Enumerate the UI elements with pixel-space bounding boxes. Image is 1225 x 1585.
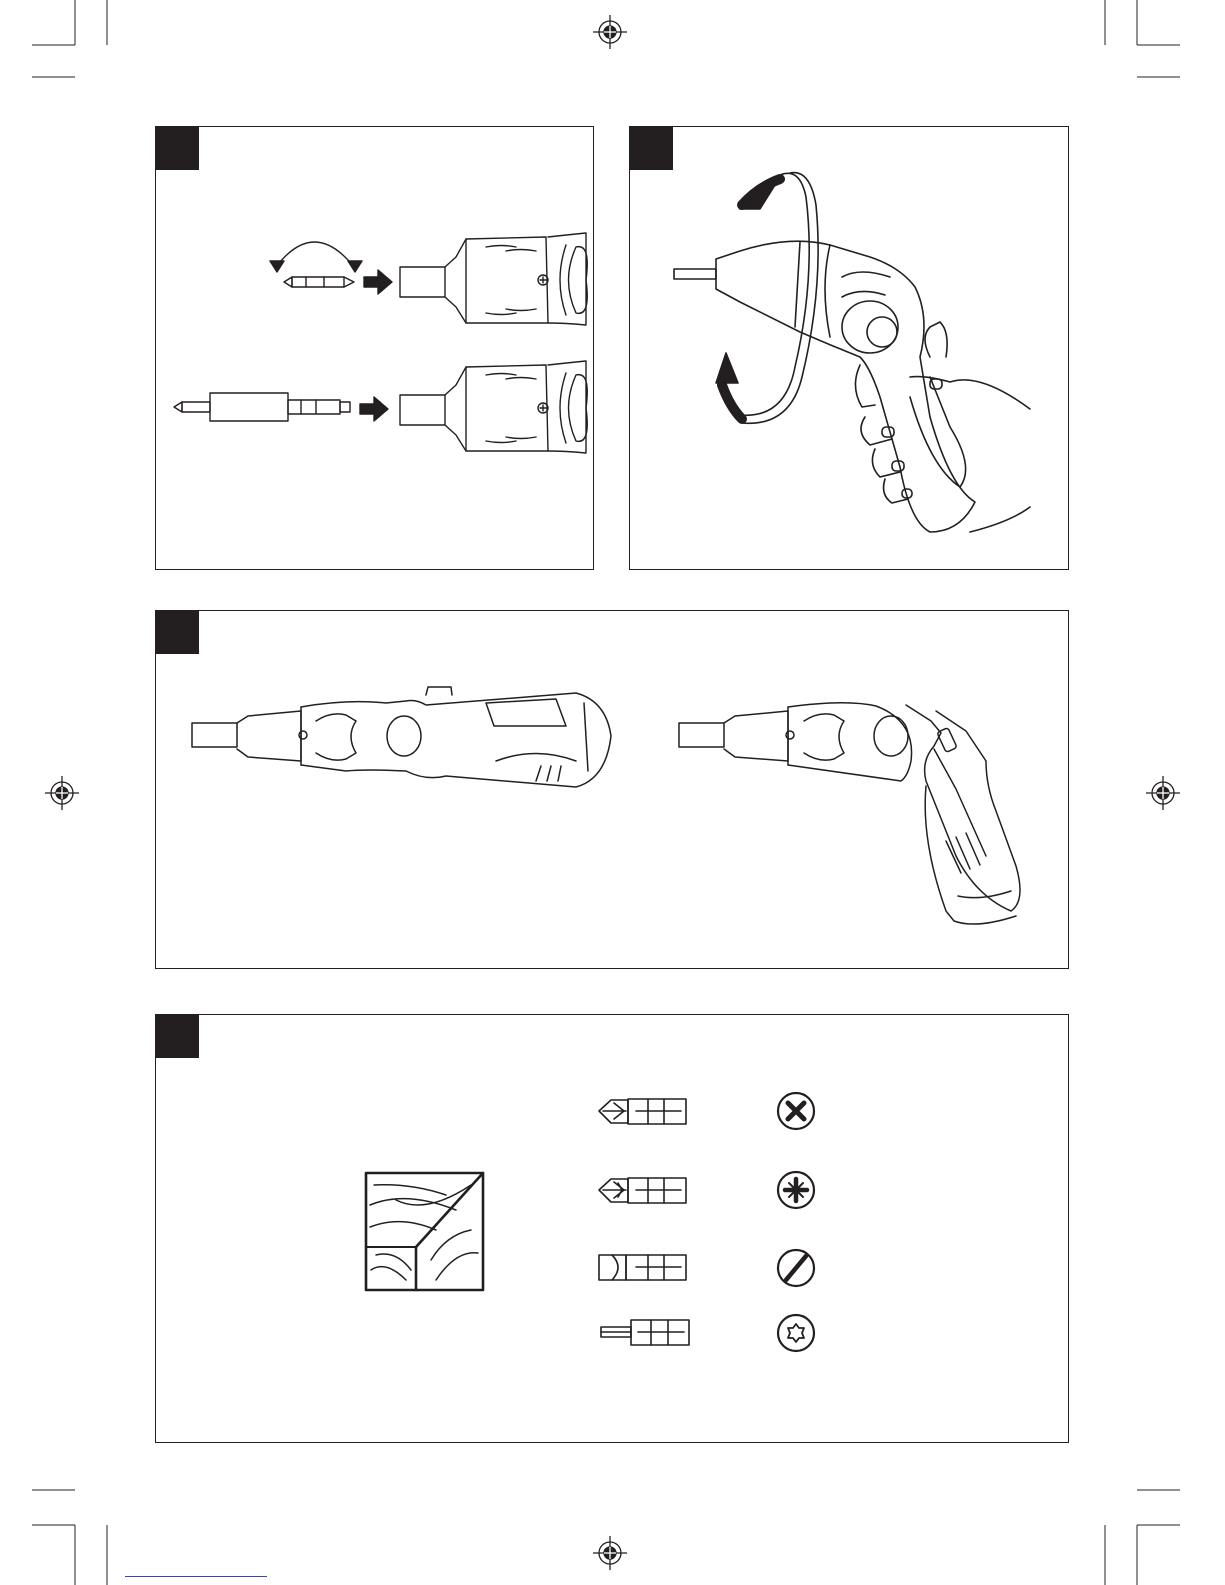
chuck-icon bbox=[400, 233, 587, 325]
extension-bit-holder-icon bbox=[174, 393, 350, 421]
insert-arrow-icon bbox=[364, 270, 392, 294]
pozidriv-head-icon bbox=[778, 1172, 814, 1208]
pozidriv-bit-icon bbox=[599, 1178, 686, 1203]
straight-screwdriver-icon bbox=[192, 687, 611, 787]
figure-2-panel bbox=[629, 126, 1069, 570]
swap-arrow-icon bbox=[276, 242, 354, 267]
figure-2-illustration bbox=[630, 127, 1070, 571]
wood-icon bbox=[366, 1173, 483, 1290]
figure-1-panel bbox=[155, 126, 594, 570]
phillips-head-icon bbox=[778, 1093, 814, 1129]
figure-3-panel bbox=[155, 610, 1069, 969]
figure-1-illustration bbox=[156, 127, 595, 571]
pistol-grip-screwdriver-icon bbox=[679, 703, 1020, 924]
hand-icon bbox=[855, 322, 1030, 532]
bit-icon bbox=[674, 269, 716, 279]
footer-link-underline bbox=[125, 1576, 267, 1577]
figure-3-illustration bbox=[156, 611, 1070, 970]
slotted-bit-icon bbox=[599, 1255, 686, 1280]
figure-4-panel bbox=[155, 1014, 1069, 1443]
slotted-head-icon bbox=[778, 1250, 814, 1286]
torx-bit-icon bbox=[601, 1320, 689, 1345]
double-bit-icon bbox=[284, 277, 354, 287]
figure-4-illustration bbox=[156, 1015, 1070, 1444]
screwdriver-icon bbox=[716, 241, 975, 532]
phillips-bit-icon bbox=[599, 1099, 686, 1124]
torx-head-icon bbox=[778, 1315, 814, 1351]
chuck-icon-2 bbox=[400, 361, 587, 453]
insert-arrow-icon-2 bbox=[360, 397, 388, 421]
